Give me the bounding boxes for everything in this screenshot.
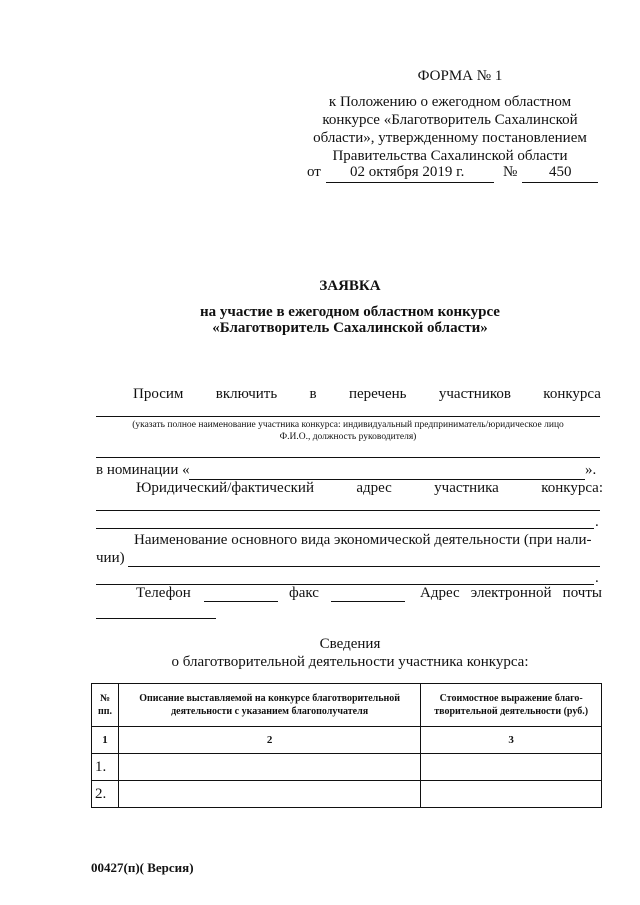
table-row xyxy=(92,754,602,781)
description-cell[interactable] xyxy=(118,754,420,781)
reference-line-2: конкурсе «Благотворитель Сахалинской xyxy=(322,112,578,128)
value-cell[interactable] xyxy=(421,754,602,781)
date-from-label: от xyxy=(307,164,321,180)
title-subline-2: «Благотворитель Сахалинской области» xyxy=(212,320,488,336)
number-label: № xyxy=(503,164,518,180)
address-word: участника xyxy=(434,480,499,496)
table-row xyxy=(92,781,602,808)
nomination-end: ». xyxy=(585,462,597,478)
address-word: Юридический/фактический xyxy=(136,480,314,496)
reference-line-3: области», утвержденному постановлением xyxy=(313,130,587,146)
request-word: участников xyxy=(438,386,511,402)
info-subheading: о благотворительной деятельности участника конкурса: xyxy=(171,654,529,670)
reference-line-4: Правительства Сахалинской области xyxy=(332,148,568,164)
phone-label: Телефон xyxy=(136,585,191,601)
column-number: 2 xyxy=(118,727,420,754)
address-field[interactable] xyxy=(96,510,600,511)
request-word: включить xyxy=(215,386,278,402)
document-code: 00427(п)( Версия) xyxy=(91,860,194,875)
request-line xyxy=(133,386,601,403)
reference-line-1: к Положению о ежегодном областном xyxy=(328,94,572,110)
activity-end: . xyxy=(595,570,599,586)
fax-label: факс xyxy=(289,585,319,601)
header-description: Описание выставляемой на конкурсе благотворительной деятельности с указанием благополучателя xyxy=(118,684,420,727)
address-line xyxy=(136,480,603,497)
table-header-row xyxy=(92,684,602,727)
address-end: . xyxy=(595,514,599,530)
email-word: почты xyxy=(562,585,602,601)
activity-label-cont: чии) xyxy=(96,550,125,566)
column-number: 3 xyxy=(421,727,602,754)
fax-field[interactable] xyxy=(331,601,405,602)
request-word: в xyxy=(309,386,317,402)
column-number: 1 xyxy=(92,727,119,754)
title-subline-1: на участие в ежегодном областном конкурсе xyxy=(200,304,500,320)
info-heading: Сведения xyxy=(319,636,381,652)
request-word: перечень xyxy=(348,386,407,402)
name-hint-line-1: (указать полное наименование участника конкурса: индивидуальный предприниматель/юридическое лицо xyxy=(132,420,564,430)
phone-field[interactable] xyxy=(204,601,278,602)
header-number: № пп. xyxy=(92,684,119,727)
request-word: конкурса xyxy=(543,386,601,402)
email-field[interactable] xyxy=(96,618,216,619)
address-word: конкурса: xyxy=(541,480,603,496)
document-title: ЗАЯВКА xyxy=(319,278,381,294)
header-value: Стоимостное выражение благо-творительной деятельности (руб.) xyxy=(421,684,602,727)
email-word: электронной xyxy=(470,585,552,601)
address-field-2[interactable] xyxy=(96,528,594,529)
request-word: Просим xyxy=(133,386,184,402)
row-label: 1. xyxy=(92,754,119,781)
email-word: Адрес xyxy=(420,585,460,601)
value-cell[interactable] xyxy=(421,781,602,808)
participant-name-field-2[interactable] xyxy=(96,457,600,458)
decree-date: 02 октября 2019 г. xyxy=(350,164,465,180)
activity-label: Наименование основного вида экономической деятельности (при нали- xyxy=(134,532,592,548)
form-title: ФОРМА № 1 xyxy=(417,68,503,84)
description-cell[interactable] xyxy=(118,781,420,808)
number-underline xyxy=(522,182,598,183)
row-label: 2. xyxy=(92,781,119,808)
table-number-row xyxy=(92,727,602,754)
charity-info-table xyxy=(91,683,602,808)
participant-name-field[interactable] xyxy=(96,416,600,417)
decree-number: 450 xyxy=(549,164,572,180)
name-hint-line-2: Ф.И.О., должность руководителя) xyxy=(279,432,417,442)
date-underline xyxy=(326,182,494,183)
email-label xyxy=(420,585,602,602)
activity-field[interactable] xyxy=(128,566,600,567)
address-word: адрес xyxy=(356,480,392,496)
nomination-label: в номинации « xyxy=(96,462,190,478)
